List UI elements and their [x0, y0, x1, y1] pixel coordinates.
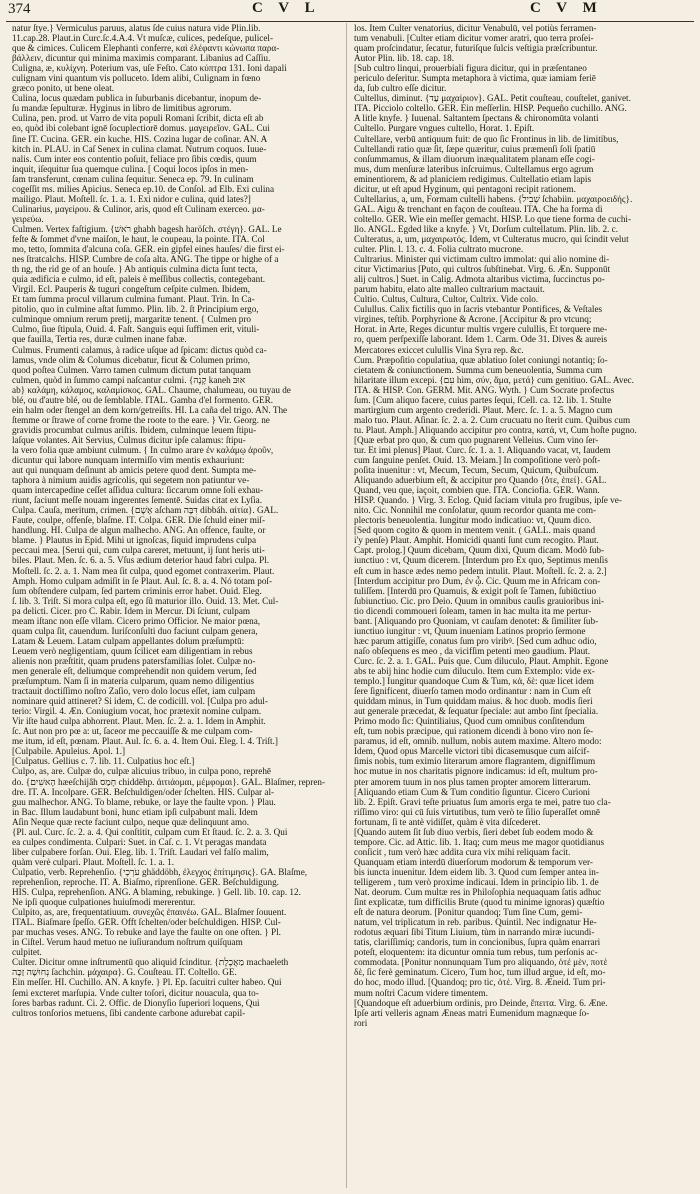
text-line: culminque omnium rerum pretij, margaritæ tenent. { Culmen pro: [12, 314, 251, 325]
text-line: ein halm oder ſtengel an dem korn/getreiſts. HI. La caña del trigo. AN. The: [12, 404, 288, 415]
text-line: Capt. prolog.] Quum dicebam, Quum dixi, Quum dicam. Modò ſub-: [354, 545, 605, 556]
text-line: tuliſſem. [Interdū pro Quamuis, & exigit poſt ſe Tamen, ſubiūctiuo: [354, 585, 597, 596]
text-line: ſum. [Cum aliquo facere, cuius partes ſequi, ſCell. ca. 12. lib. 1. Stulte: [354, 394, 612, 405]
text-line: ro, quem perſpexiſſe laborant. Idem 1. Carm. Ode 31. Dives & aureis: [354, 334, 608, 345]
text-line: Virgil. Ecl. Pauperis & tuguri congeſtum ceſpite culmen. Ibidem,: [12, 284, 251, 295]
text-line: Ne ipſi quoque culpationes huiuſmodi mererentur.: [12, 897, 196, 908]
text-line: eo, quòd ibi colebant ignē ſocuplectiorē domus. μαγειρεῖον. GAL. Cui: [12, 123, 270, 134]
text-line: ſu mandæ ſepulturæ. Hyginus in libro de limitibus agrorum.: [12, 103, 232, 114]
text-line: guu malhechor. ANG. To blame, rebuke, or laye the faulte vpon. } Plau.: [12, 796, 276, 807]
text-line: poteſt, eloquentem: ita dicuntur omnia tum rebus, tum perſonis ac-: [354, 947, 598, 958]
text-line: ſine IT. Cucina. GER. ein kuche. HIS. Cozina lugar de coſinar. AN. A: [12, 133, 268, 144]
text-line: Culpa. Cauſa, meritum, crimen. {אָשָׁם aſcham דִּבָּה dibbáh. αἰτία}. GAL.: [12, 505, 279, 516]
text-line: ſam transferunt, cœnam culina ſequitur. Seneca ep. 79. In culinam: [12, 173, 254, 184]
text-line: Cultellandi ratio quæ ſit, ſæpe quæritur, cuius præmenſi ſoli ſpatiū: [354, 143, 596, 154]
page-number: 374: [8, 1, 31, 17]
text-line: tempore. Cic. ad Attic. lib. 1. Itaq; cum meus me magor quotidianus: [354, 836, 605, 847]
text-line: HIS. Culpa, reprehenſion. ANG. A blaming, rebukinge. } Gell. lib. 10. cap. 12.: [12, 887, 301, 898]
right-column: [354, 23, 688, 1188]
text-line: Culpatio, verb. Reprehenſio. {עֹרְכְי ghäddöbh, ἐλεγχος ἐπίτιμησις}. GA. Blaſme,: [12, 866, 308, 877]
text-line: tur. Et imi plenus] Plaut. Curc. ſc. 1. a. 1. Aliquando vacat, vt, Iaudem: [354, 444, 611, 455]
text-line: Culmus. Frumenti calamus, à radice uſque ad ſpicam: dictus quòd ca-: [12, 344, 267, 355]
text-line: conſicit , tum verò hæc addita cura vix mihi reliquam facit.: [354, 846, 571, 857]
text-line: pitolio, quo in culmine aſtat ſummo. Plin. lib. 2. ſt Principium ergo,: [12, 304, 259, 315]
text-line: quiddam minus, in Tum quiddam maius. & hoc duob. modis ſieri: [354, 696, 593, 707]
text-line: ITA. Picciolo coltello. GER. Ein meſſerlin. HISP. Pequeño cuchillo. ANG.: [354, 103, 627, 114]
text-line: quàm verè culpari. Plaut. Moſtell. ſc. 1. a. 1.: [12, 856, 175, 867]
text-line: Et tam ſumma procul villarum culmina fumant. Plaut. Trin. In Ca-: [12, 294, 255, 305]
text-line: Quand, veu que, iaçoit, combien que. ITA. Conciofia. GER. Wann.: [354, 485, 600, 496]
text-line: iunctiuo iungitur : vt, Quum inueniam Latinos proprio ſermone: [354, 625, 586, 636]
text-line: commodata. [Ponitur nonnunquam Tum pro aliquando, ὁτέ μὲν, ποτὲ: [354, 957, 608, 968]
text-line: aut qui nunquam deſinunt ab amicis petere quod dent. Sumpta me-: [12, 465, 257, 476]
text-line: quam culpa ſit, cauendum. Iuriſconſulti duo faciunt culpam genera,: [12, 625, 258, 636]
text-line: do. {הָאשִׁים hæeſchijâh חָמַס chiddēhp. ἀιτιάομαι, μέμφομαι}. GAL. Blaſmer, repren-: [12, 776, 326, 787]
text-line: γειρεύω.: [12, 213, 44, 224]
text-line: terio: Virgil. 4. Æn. Coniugium vocat, hoc prætexit nomine culpam.: [12, 706, 262, 717]
text-line: in Bac. Illum laudabunt boni, hunc etiam ipſi culpabunt mali. Idem: [12, 806, 258, 817]
text-line: eſt, tum nobis præcipue, qui rationem dicendi à bono viro non ſe-: [354, 726, 594, 737]
text-line: dicuntur qui labore nunquam intermiſſo vim mentis exhauriunt:: [12, 455, 245, 466]
text-line: lib. 2. Epiſt. Gravi teſte priuatus ſum amoris erga te mei, patre tuo cla-: [354, 796, 611, 807]
text-line: Cum. Præpoſitio copulatiua, quæ ablatiuo ſolet coniungi notantiq; ſo-: [354, 354, 608, 365]
text-line: meam iſtanc non eſſe vllam. Cicero primo Officior. Ne maior pœna,: [12, 615, 261, 626]
text-line: culmen, quòd in ſummo campi naſcantur culmi. {קָנֶה kaneh אוּבּ: [12, 374, 246, 385]
text-line: malo tuo. Plaut. Aſinar. ſc. 2. a. 2. Cum crucuatu no ſterit cum. Quibus cum: [354, 414, 631, 425]
text-line: nito. Cic. Nonnihil me conſolatur, quum recordor quanta me com-: [354, 505, 597, 516]
text-line: mum noſtri Cacum videre timentem.: [354, 987, 488, 998]
text-line: rori: [354, 1017, 368, 1028]
text-line: cultros tonſorios metuens, ſibi candente carbone adurebat capil-: [12, 1007, 246, 1018]
text-line: martirgium cum argento crederidi. Plaut. Merc. ſc. 1. a. 5. Magno cum: [354, 404, 613, 415]
text-line: lamus, vnde olim & Columus dicebatur, ficut & Columen primo,: [12, 354, 250, 365]
text-line: citur Victimarius [Puto, qui cultros ſubſtinebat. Virg. 6. Æn. Supponūt: [354, 264, 611, 275]
text-line: Quanquam etiam interdū diuerſorum modorum & temporum ver-: [354, 856, 593, 867]
text-line: culpitet.: [12, 947, 42, 958]
text-line: ſimis nobis, tum eximio literarum amore flagrantem, dignifſimum: [354, 756, 596, 767]
text-line: Latam & Leuem. Latam culpam appellantes dolum præſumptū:: [12, 635, 245, 646]
text-line: ſum obſtendere culpam, ſed partem criminis error habet. Ouid. Eleg.: [12, 585, 262, 596]
text-line: th ng, the rid ge of an houſe. } Ab antiquis culmina dicta ſunt tecta,: [12, 264, 258, 275]
text-line: δὲ, ſic ferè geminatum. Cicero, Tum hoc, tum illud argue, id eſt, mo-: [354, 967, 606, 978]
text-line: alienis non præſtitit, quam prudens patersfamilias ſolet. Culpæ no-: [12, 655, 256, 666]
page-header: [0, 0, 700, 22]
text-line: dicitur, ut eſt apud Hyginum, qui pentagoni recipit rationem.: [354, 183, 576, 194]
text-line: ſores barbas radunt. Ci. 2. Offic. de Dionyſio ſuperiori loquens, Qui: [12, 997, 260, 1008]
text-line: Cultello. Purgare vngues cultello, Horat. 1. Epiſt.: [354, 123, 535, 134]
text-line: Aſin Neque quæ recte faciunt culpo, neque quæ delinquunt amo.: [12, 816, 250, 827]
text-line: quia ædificia e culmo, id eſt, paleis è meſſibus collectis, contegebant.: [12, 274, 266, 285]
text-line: laſque volantes. Ait Servius, Culmus dicitur ipſe calamus: ſtipu-: [12, 434, 246, 445]
text-line: Leuem verò negligentiam, quum ſcilicet eam diligentiam in rebus: [12, 645, 253, 656]
text-line: natum, vel triplicatum in reb. paribus. Quintil. Nec indignatur He-: [354, 917, 597, 928]
text-line: Culullus. Calix fictilis quo in ſacris vtebantur Pontifices, & Veſtales: [354, 304, 603, 315]
text-line: fortunam, ſi te antè vidiſſet, quàm è vita diſcederet.: [354, 816, 541, 827]
text-line: parum habitu, elato alte malleo cultrarium mactauit.: [354, 284, 545, 295]
text-line: periculo deſeritur. Sumpta metaphora à victima, quæ iamiam feriē: [354, 73, 596, 84]
text-line: ſubiunctiuo. Cic. pro Deio. Quum in omnibus cauſis grauioribus ini-: [354, 595, 605, 606]
text-line: [Sub cultro linqui, prouerbiali figura dicitur, qui in præſentaneo: [354, 63, 587, 74]
text-line: ſere ſignificent, diuerſo tamen modo ordinantur : nam in Cum eſt: [354, 686, 592, 697]
text-line: Culmo, ſiue ſtipula, Ouid. 4. Faſt. Sanguis equi ſuffimen erit, vituli-: [12, 324, 260, 335]
text-line: ea culpes condimenta. Culpari: Suet. in Caſ. c. 1. Vt peragas mandata: [12, 836, 267, 847]
text-line: me itum, id eſt, pœnam. Plaut. Aul. ſc. 6. a. 4. Item Oui. Eleg. l. 4. Triſt.]: [12, 736, 278, 747]
text-line: Autor Plin. lib. 18. cap. 18.: [354, 53, 455, 64]
text-line: liber culpabere forſan. Oui. Eleg. lib. 1. Triſt. Laudari vel falſo malim,: [12, 846, 269, 857]
text-line: iunctiuo : vt, Quum dicerem. [Interdum pro Ex quo, Septimus menſis: [354, 555, 608, 566]
text-line: biles. Plaut. Men. ſc. 6. a. 5. Vſus ædium deterior haud fabri culpa. Pl.: [12, 555, 270, 566]
text-line: kitch in. PLAU. in Caſ Senex in culina clamat. Nutrum coquos. Iuue-: [12, 143, 267, 154]
text-line: llo. ANGL. Egded like a knyfe. } Vt, Dorſum cultellatum. Plin. lib. 2. c.: [354, 223, 619, 234]
text-line: gravidis procumbat culmus ariſtis. Ibidem, culminque leuem ſtipu-: [12, 424, 257, 435]
text-line: natur ſtye.} Vermiculus paruus, alatus ſde cuius natura vide Plin.lib.: [12, 23, 261, 33]
text-line: abs te abij hinc hodie cum diluculo. Item cum Extemplo: vide ex-: [354, 666, 595, 676]
text-line: telligerem , tum verò proxime indicaui. Idem in principio lib. 1. de: [354, 876, 599, 887]
text-line: tio dicendi commoueri ſoleam, tamen in hac multa ita me pertur-: [354, 605, 592, 616]
text-line: [Quando autem ſit ſub diuo verbis, ſieri debet ſub eodem modo &: [354, 826, 594, 837]
text-line: quod poſtea Culmen. Varro tamen culmum dictum putat tanquam: [12, 364, 251, 375]
text-line: {Pl. aul. Curc. ſc. 2. a. 4. Qui conſtitit, culpam cum Et ſtaud. ſc. 2. a. 3. Qui: [12, 826, 288, 837]
text-line: cogeſſit ms. milies Apicius. Seneca ep.10. de Conſol. ad Elb. Exi culina: [12, 183, 275, 194]
text-line: bant. [Aliquando pro Quoniam, vt cauſam denotet: & ſimiliter ſub-: [354, 615, 599, 626]
text-line: eſt de natura deorum. [Ponitur quandoq; Tum ſine Cum, gemi-: [354, 907, 583, 918]
text-line: culignam vini quantum vis polluceto. Idem alibi, Culignam in fœno: [12, 73, 261, 84]
text-line: Culpo, as, are. Culpæ do, culpæ alicuius tribuo, in culpa pono, reprehē: [12, 766, 271, 777]
text-line: Ipſe arti velleris agnam Æneas matri Eumenidum magnæque ſo-: [354, 1007, 590, 1018]
text-line: præſumptum. Nam ſi in materia culparum, quam nemo diligentius: [12, 676, 254, 687]
text-line: coltello. GER. Wie ein meſſer gemacht. HISP. Lo que tiene forma de cuchi-: [354, 213, 632, 224]
text-line: quam intercapedine ceſſet aſſidua cultura: ſiccarum omne ſoli exhau-: [12, 485, 264, 496]
text-line: Culina, locus quædam publica in ſuburbanis dicebantur, inopum de-: [12, 93, 262, 104]
text-line: ITAL. Biaſmare ſpeſſo. GER. Offt ſchelten/oder beſchuldigen. HISP. Cul-: [12, 917, 281, 928]
text-line: hilaritate illum excepi. {עִם hìm, σύν, ἅμα, μετά} cum genitiuo. GAL. Avec.: [354, 374, 634, 385]
text-line: mailigo. Plaut. Moſtell. ſc. 1. a. 1. Exi nidor e culina, quid lates?]: [12, 193, 251, 204]
text-line: rodotus æquari ſibi Titum Liuium, tùm in narrando miræ iucundi-: [354, 927, 595, 938]
text-line: Cultellare, verbū antiquum fuit: de quo ſic Frontinus in lib. de limitibus,: [354, 133, 619, 144]
text-line: Faute, coulpe, offenſe, blaſme. IT. Colpa. GER. Die ſchuld einer miſ-: [12, 515, 266, 526]
column-divider: [346, 23, 347, 1188]
text-line: templo.] Iungitur quandoque Cum & Tum, κἀ, δὲ: quæ licet idem: [354, 676, 594, 687]
text-line: tractauit doctiſſimo noſtro Zaſio, vero dolo locus eſſet, iam culpam: [12, 686, 256, 697]
text-line: tatis, clariſſimiq; candoris, tum in concionibus, ſupra quàm enarrari: [354, 937, 601, 948]
text-line: mo, tetto, ſommita d'alcuna coſa. GER. ein gipfel eines hauſes/ die first ei-: [12, 244, 285, 255]
text-line: Vir iſte haud culpa abhorrent. Plaut. Men. ſc. 2. a. 1. Idem in Amphit.: [12, 716, 266, 727]
text-line: Culter. Dicitur omne inſtrumentū quo aliquid ſcinditur. {מַאֲכֶלֶת machaeleth: [12, 957, 289, 968]
text-line: Moſtell. ſc. 2. a. 1. Nam mea ſit culpa, quod egomet contraxerim. Plaut.: [12, 565, 275, 576]
text-line: [Aliquando etiam Cum & Tum conditio ſiguntur. Cicero Curioni: [354, 786, 591, 797]
text-line: Culinarius, μαγείρου. & Culinor, aris, quod eſt Culinam exerceo. μα-: [12, 203, 265, 214]
text-line: hæc parum attigiſſe, conatus ſum pro viribꝰ. [Sed cum adhuc odio,: [354, 635, 597, 646]
text-line: Aliquando aduerbium eſt, & accipitur pro Quando {ὅτε, ἐπεί}. GAL.: [354, 475, 607, 486]
text-line: poſita inuenitur : vt, Mecum, Tecum, Secum, Quicum, Quibuſcum.: [354, 465, 599, 476]
text-line: Cultrarius. Minister qui victimam cultro immolat: qui alio nomine di-: [354, 254, 610, 265]
text-line: handlung. HI. Culpa de algun malhecho. ANG. An offence, faulte, or: [12, 525, 266, 536]
text-line: [Sed quom cogito & quom in mentem venit. ( GALL. mais quand: [354, 525, 596, 536]
text-line: Amph. Homo culpam admiſit in ſe Plaut. Aul. ſc. 8. a. 4. Nó totam poſ-: [12, 575, 273, 586]
text-line: Curc. ſc. 2. a. 1. GAL. Puis que. Cum diluculo, Plaut. Amphit. Egone: [354, 655, 609, 666]
text-line: tum venabuli. [Culter etiam dicitur vomer aratri, quo terra proſei-: [354, 33, 594, 44]
text-line: plectoris beneuolentia. Iungitur modo indicatiuo: vt, Quum dico.: [354, 515, 592, 526]
text-line: Culteratus, a, um, μαχαιρωτός. Idem, vt Culteratus mucro, qui ſcindit velut: [354, 233, 629, 244]
text-line: feſte & ſommet d'vne maiſon, le haut, le coupeau, la pointe. ITA. Col: [12, 233, 265, 244]
text-line: ſ. lib. 3. Triſt. Si mora culpa eſt, ego ſũ maturior illo. Ouid. 13. Met. Cul-: [12, 595, 279, 606]
text-line: 11.cap.28. Plaut.in Curc.ſc.4.A.4. Vt muſcæ, culices, pedeſque, pulicel-: [12, 33, 274, 44]
text-line: do hoc, modo illud. [Quandoq; pro tic, ὁτέ. Virg. 8. Æneid. Tum pri-: [354, 977, 606, 988]
text-line: bis iuncta inuenitur. Idem eidem lib. 3. Quod cum ſemper antea in-: [354, 866, 599, 877]
text-line: mus, dum menſuræ lateribus inſcruimus. Cultellamus ergo agrum: [354, 163, 594, 174]
text-line: la vero folia quæ ambiunt culmum. { In culmo arare ἐν καλάμῳ ἀροῦν,: [12, 444, 274, 455]
text-line: in Ciſtel. Verum haud metuo ne iuſiurandum noſtrum quiſquam: [12, 937, 243, 948]
text-line: נְחוּשָׁה זַכָּה ſachchin. μάχαιρα}. G. Couſteau. IT. Coltello. GE.: [12, 967, 237, 978]
text-line: Mercatores exiccet culullis Vina Syra rep. &c.: [354, 344, 524, 355]
text-line: ſemi excteret marſupia. Vnde culter toſori, dicitur nouacula, qua to-: [12, 987, 259, 998]
text-line: cum ſanguine penſet. Ouid. 13. Meiam.] In compoſitione verò poſt-: [354, 455, 601, 466]
text-line: Culmen. Vertex faſtigium. {רֹאשׁ ghabh bagesh haröſch. στέγη}. GAL. Le: [12, 223, 282, 234]
text-line: ſc. Aut non pro pœ a: ut, ſaceor me peccauiſſe & me culpam com-: [12, 726, 253, 737]
text-line: pa delicti. Cicer. pro C. Rabir. Idem in Mercur. Di ſciunt, culpam: [12, 605, 251, 616]
text-line: nominare quid attineret? Si idem, C. de codicill. vol. [Culpa pro adul-: [12, 696, 268, 707]
text-line: [Culpabile. Apuleius. Apol. 1.]: [12, 746, 126, 757]
text-line: nalis. Cum inter eos contentio poſuit, feliace pro ſibis cœdis, quum: [12, 153, 257, 164]
text-line: riunt, ſaciunt meſſe nouam ingerentes ſementē. Suidas citat ex Lyſia.: [12, 495, 263, 506]
text-line: Nat. deorum. Cum multæ res in Philoſophia nequaquam ſatis adhuc: [354, 887, 602, 898]
text-line: que & cimices. Culicem Elephanti conferre, καὶ ἐλέφαντι κώνωπα παρα-: [12, 43, 280, 54]
text-line: pter amorem tuum in nos plus tamen propter amorem litterarum.: [354, 776, 591, 787]
text-line: eſt cum in hasce ædes nemo pedem intulit. Plaut. Moſtell. ſc. 2. a. 2.]: [354, 565, 607, 576]
text-line: ab} καλάμη, κάλαμος, καλαμίσκος. GAL. Chaume, chalumeau, ou tuyau de: [12, 384, 291, 395]
text-line: aut generale præcedat, & ſequatur ſpeciale: aut ambo ſint ſpecialia.: [354, 706, 599, 717]
text-line: ITA. & HISP. Con. GERM. Mit. ANG. Wyth. } Cum Socrate profectus: [354, 384, 615, 395]
text-line: Culigna, æ, κυλίχνη. Poterium vas, uſe Feſto. Cato κύπτρα 131. Ioni dapali: [12, 63, 287, 74]
text-line: Primo modo ſic: Quintiliaius, Quod cum omnibus conſitendum: [354, 716, 585, 727]
text-line: reprehenſion, reproche. IT. A. Biaſmo, riprenſione. GER. Beſchuldigung.: [12, 876, 279, 887]
text-line: virgines, teſtib. Porphyrione & Acrone. [Accipitur & pro vtcunq;: [354, 314, 592, 325]
text-line: hoc mutue in nos charitatis pignore indicamus: id eſt, multum pro-: [354, 766, 598, 777]
text-line: græco ponito, ut bene oleat.: [12, 83, 115, 94]
text-line: ſtemme or ſtrawe of corne frome the roote to the eare. } Vir. Georg. ne: [12, 414, 270, 425]
running-head-right: C V M: [530, 0, 603, 16]
text-line: men generale eſt, deliumque comprehendit non quidem verum, ſed: [12, 666, 257, 676]
text-line: A litle knyfe. } Iuuenal. Saltantem ſpectans & chironomūta volanti: [354, 113, 599, 124]
text-line: da, ſub cultro eſſe dicitur.: [354, 83, 447, 94]
text-line: dre. IT. A. Incolpare. GER. Beſchuldigen/oder ſchelten. HIS. Culpar al-: [12, 786, 275, 797]
text-line: βάλλειν, dicuntur qui minima maximis comparant. Libanius ad Caſſiu.: [12, 53, 271, 64]
text-line: [Interdum accipitur pro Dum, ἐν ᾧ. Cic. Quum me in Africam con-: [354, 575, 601, 586]
text-line: Horat. in Arte, Reges dicuntur multis vrgere culullis, Et torquere me-: [354, 324, 608, 335]
text-line: conſummamus, & illam diuorum inæqualitatem planam eſſe cogi-: [354, 153, 595, 164]
text-line: ſint explicatæ, tum difficilis Brute (quod tu minime ignoras) quæſtio: [354, 897, 605, 908]
text-line: Idem, Quod opus Marcelle victori tibi dicasemusque cum aiſcif-: [354, 746, 590, 757]
text-line: Cultellarius, a, um, Formam cultelli habens. {שְׁבִיל ſchabiin. μαχαιροειδής}.: [354, 193, 633, 204]
text-line: HISP. Quando. } Virg. 3. Eclog. Quid ſaciam vitula pro frugibus, ipſe ve-: [354, 495, 622, 506]
text-line: peccaui mea. [Serui qui, cum culpa careret, metuunt, ij ſunt heris uti-: [12, 545, 265, 556]
left-column: [12, 23, 346, 1188]
text-line: los. Item Culter venatorius, dicitur Venabulū, vel potiùs ferramen-: [354, 23, 597, 33]
text-line: inquit, iſequitur ſua quemque culina. [ Coqui locos ipſos in men-: [12, 163, 249, 174]
text-line: Ein meſſer. HI. Cuchillo. AN. A knyfe. } Pl. Ep. ſacuitri culter habeo. Qui: [12, 977, 282, 988]
running-head-left: C V L: [252, 0, 321, 16]
text-line: par muchas veses. ANG. To rebuke and laye the faulte on one often. } Pl.: [12, 927, 281, 938]
text-line: que fauilla, Tertia res, duræ culmen inane fabæ.: [12, 334, 187, 345]
text-line: nes ſtratcalchs. HISP. Cumbre de coſa alta. ANG. The tippe or highe of a: [12, 254, 279, 265]
text-line: naſo obſequens es meo , da vicifſim petenti meo gaudium. Plaut.: [354, 645, 591, 656]
text-line: paramus, id eſt, omnib. nullum, nobis autem maxime. Altero modo:: [354, 736, 602, 747]
text-line: Culpito, as, are, frequentatiuum. συνεχῶς ἐπαινέω. GAL. Blaſmer ſouuent.: [12, 907, 287, 918]
text-line: riſſimo viro: qui cū ſuis virtutibus, tum verò te ſilio ſuperaſſet omnē: [354, 806, 600, 817]
text-line: eminentiorem, & ad planiciem redigimus. Cultellatio etiam lapis: [354, 173, 592, 184]
text-line: i'y penſe) Plaut. Amphit. Homicidi quanti ſunt cum recogito. Plaut.: [354, 535, 599, 546]
text-line: blé, ou d'autre blé, ou de ſemblable. ITAL. Gamba d'el formento. GER.: [12, 394, 274, 405]
text-line: [Quandoque eſt aduerbium ordinis, pro Deinde, ἔπειτα. Virg. 6. Æne.: [354, 997, 608, 1008]
text-line: Cultio. Cultus, Cultura, Cultor, Cultrix. Vide colo.: [354, 294, 539, 305]
text-line: cietatem & coniunctionem. Summa cum beneuolentia, Summa cum: [354, 364, 603, 375]
text-line: culter. Plin. l. 13. c. 4. Folia cultrato mucrone.: [354, 244, 524, 255]
text-line: quam proſcindatur, ſecatur, futuriſque ſulcis veſtigia præſcribuntur.: [354, 43, 598, 54]
text-line: blame. } Plautus in Epid. Mihi ut ignoſcas, ſiquid imprudens culpa: [12, 535, 257, 546]
text-line: Cultellus, diminut. {עַד μαχαίριον}. GAL. Petit couſteau, couſtelet, ganivet.: [354, 93, 631, 104]
header-rule: [6, 21, 694, 22]
text-line: alij cultros.] Suet. in Calig. Admota altaribus victima, ſuccinctus po-: [354, 274, 605, 285]
text-line: tu. Plaut. Amph.] Aliquando accipitur pro contra, κατά, vt, Cum hoſte pugno.: [354, 424, 637, 435]
text-line: GAL. Aigu & trenchant en façon de couſteau. ITA. Che ha forma di: [354, 203, 603, 214]
text-line: [Quæ erbat pro quo, & cum quo pugnarent Velleius. Cum vino ſer-: [354, 434, 599, 445]
text-line: Culina, pen. prod. ut Varro de vita populi Romani ſcribit, dicta eſt ab: [12, 113, 264, 124]
text-line: taphora à nimium auidis agricolis, qui segetem non patiuntur ve-: [12, 475, 250, 486]
text-line: [Culpatus. Gellius c. 7. lib. 11. Culpatius hoc eſt.]: [12, 756, 195, 767]
